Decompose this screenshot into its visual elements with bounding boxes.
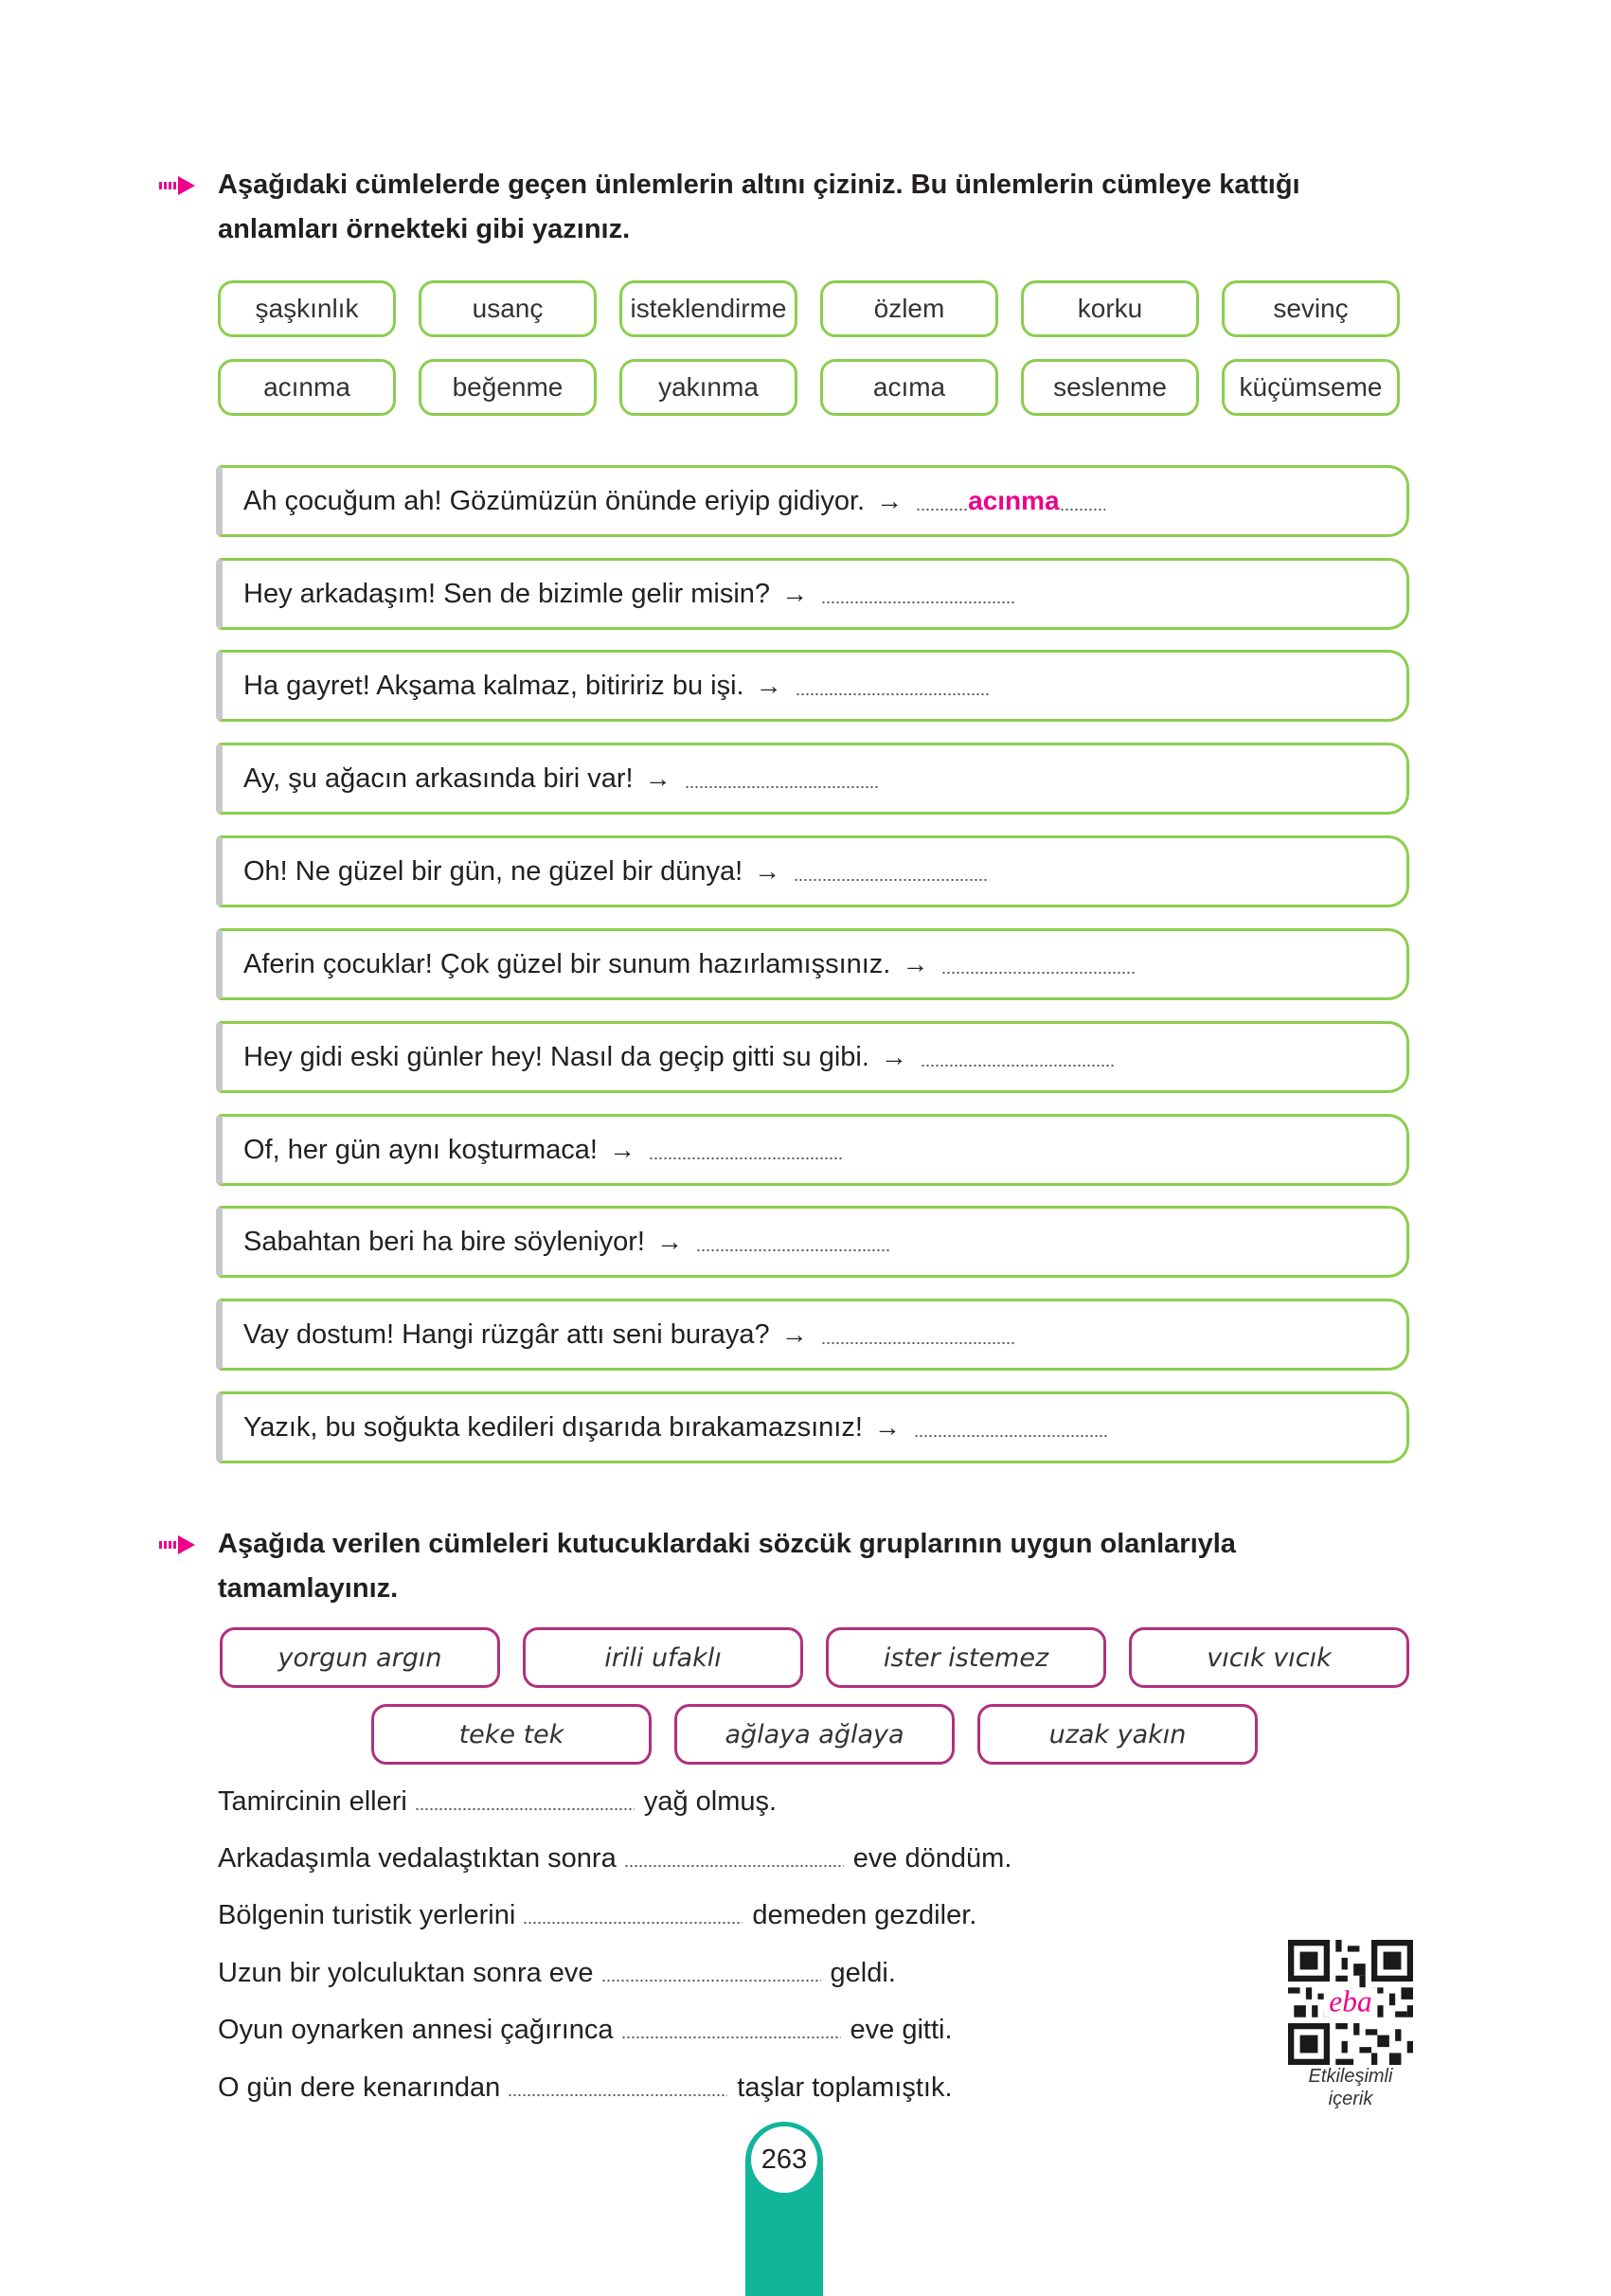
chip-emotion: seslenme [1021,359,1199,416]
chip-emotion: korku [1021,280,1199,337]
fill-sentence [218,1843,1011,1874]
qr-caption [1269,2065,1432,2110]
answer-field[interactable] [916,486,1105,516]
sentence-text: Oh! Ne güzel bir gün, ne güzel bir dünya! [243,855,743,887]
sentence-end: demeden gezdiler. [752,1900,977,1930]
exercise-row [216,928,1409,1000]
arrow-icon: → [902,949,929,978]
answer-field[interactable] [794,878,988,882]
fill-sentence [218,2072,953,2104]
blank-field[interactable] [621,2036,841,2039]
exercise-row [216,1391,1409,1463]
fill-sentence [218,1958,896,1989]
sentence-text: Yazık, bu soğukta kedileri dışarıda bırakamazsınız! [243,1411,863,1443]
chip-emotion: yakınma [619,359,797,416]
sentence-text: Of, her gün aynı koşturmaca! [243,1134,598,1165]
chip-emotion: özlem [820,280,998,337]
arrow-icon: → [873,1412,901,1442]
chip-emotion: isteklendirme [619,280,797,337]
chip-emotion: sevinç [1222,280,1400,337]
chip-word-group: ağlaya ağlaya [674,1704,955,1765]
sentence-text: Sabahtan beri ha bire söyleniyor! [243,1226,645,1257]
arrow-icon: → [755,671,782,700]
sentence-start: Arkadaşımla vedalaştıktan sonra [218,1843,617,1874]
sentence-start: Tamircinin elleri [218,1786,407,1817]
exercise-row [216,558,1409,630]
chip-word-group: yorgun argın [220,1627,500,1688]
fill-sentence [218,1786,777,1818]
fill-sentence [218,1900,976,1931]
arrow-icon: → [754,856,781,886]
sentence-text: Hey gidi eski günler hey! Nasıl da geçip gitti su gibi. [243,1041,869,1072]
chip-word-group: vıcık vıcık [1129,1627,1409,1688]
arrow-icon: → [880,1042,907,1071]
chip-emotion: şaşkınlık [218,280,396,337]
exercise-row [216,1299,1409,1371]
answer-field[interactable] [685,785,879,789]
blank-field[interactable] [601,1979,821,1982]
qr-code-icon[interactable] [1288,1940,1413,2065]
exercise-row [216,1206,1409,1278]
answer-field[interactable] [696,1248,890,1252]
sentence-text: Ha gayret! Akşama kalmaz, bitiririz bu işi. [243,670,744,701]
blank-field[interactable] [523,1921,743,1925]
exercise-row [216,1114,1409,1186]
arrow-icon: → [644,763,671,793]
exercise-row [216,743,1409,815]
blank-field[interactable] [415,1807,635,1811]
arrow-icon: → [608,1135,635,1164]
sentence-end: taşlar toplamıştık. [737,2072,953,2103]
sentence-start: O gün dere kenarından [218,2072,501,2103]
answer-field[interactable] [649,1157,843,1160]
sentence-text: Ah çocuğum ah! Gözümüzün önünde eriyip gidiyor. [243,485,866,516]
chip-emotion: küçümseme [1222,359,1400,416]
exercise-row [216,1021,1409,1093]
sentence-text: Hey arkadaşım! Sen de bizimle gelir misin? [243,578,771,609]
answer-field[interactable] [821,601,1015,604]
sentence-end: yağ olmuş. [643,1786,778,1817]
instruction-2 [218,1522,1411,1611]
bullet-arrow-icon [159,176,195,195]
chip-word-group: uzak yakın [977,1704,1258,1765]
answer-field[interactable] [921,1064,1115,1067]
sentence-text: Aferin çocuklar! Çok güzel bir sunum hazırlamışsınız. [243,948,891,979]
answer-field[interactable] [941,971,1136,975]
sentence-text: Ay, şu ağacın arkasında biri var! [243,762,634,794]
chip-word-group: teke tek [371,1704,652,1765]
answer-field[interactable] [796,692,990,696]
instruction-2-text: Aşağıda verilen cümleleri kutucuklardaki sözcük gruplarının uygun olanlarıyla tamamlayınız. [218,1529,1236,1604]
exercise-row [216,835,1409,907]
arrow-icon: → [780,1319,808,1349]
eba-logo: eba [1329,1984,1372,2018]
blank-field[interactable] [624,1864,844,1868]
chip-emotion: acıma [820,359,998,416]
exercise-row [216,465,1409,537]
instruction-1 [218,163,1411,252]
sentence-start: Oyun oynarken annesi çağırınca [218,2015,614,2045]
sentence-end: geldi. [830,1958,896,1988]
bullet-arrow-icon [159,1535,195,1554]
answer-field[interactable] [821,1341,1015,1345]
arrow-icon: → [781,579,809,608]
chip-emotion: usanç [419,280,597,337]
answer-field[interactable] [914,1434,1108,1438]
arrow-icon: → [655,1227,683,1256]
sentence-start: Uzun bir yolculuktan sonra eve [218,1958,594,1988]
fill-sentence [218,2015,953,2046]
chip-emotion: beğenme [419,359,597,416]
instruction-1-text: Aşağıdaki cümlelerde geçen ünlemlerin altını çiziniz. Bu ünlemlerin cümleye kattığı anlamları örnekteki gibi yazınız. [218,170,1300,244]
sentence-start: Bölgenin turistik yerlerini [218,1900,516,1930]
chip-word-group: ister istemez [826,1627,1106,1688]
blank-field[interactable] [508,2093,727,2097]
exercise-row [216,650,1409,722]
sentence-text: Vay dostum! Hangi rüzgâr attı seni buraya? [243,1318,770,1350]
arrow-icon: → [876,486,904,515]
sentence-end: eve döndüm. [852,1843,1012,1874]
chip-emotion: acınma [218,359,396,416]
chip-word-group: irili ufaklı [523,1627,803,1688]
sentence-end: eve gitti. [850,2015,953,2045]
qr-caption-line2: içerik [1328,2089,1373,2109]
qr-caption-line1: Etkileşimli [1308,2066,1393,2087]
page-number: 263 [751,2126,817,2193]
example-answer: acınma [968,486,1060,515]
